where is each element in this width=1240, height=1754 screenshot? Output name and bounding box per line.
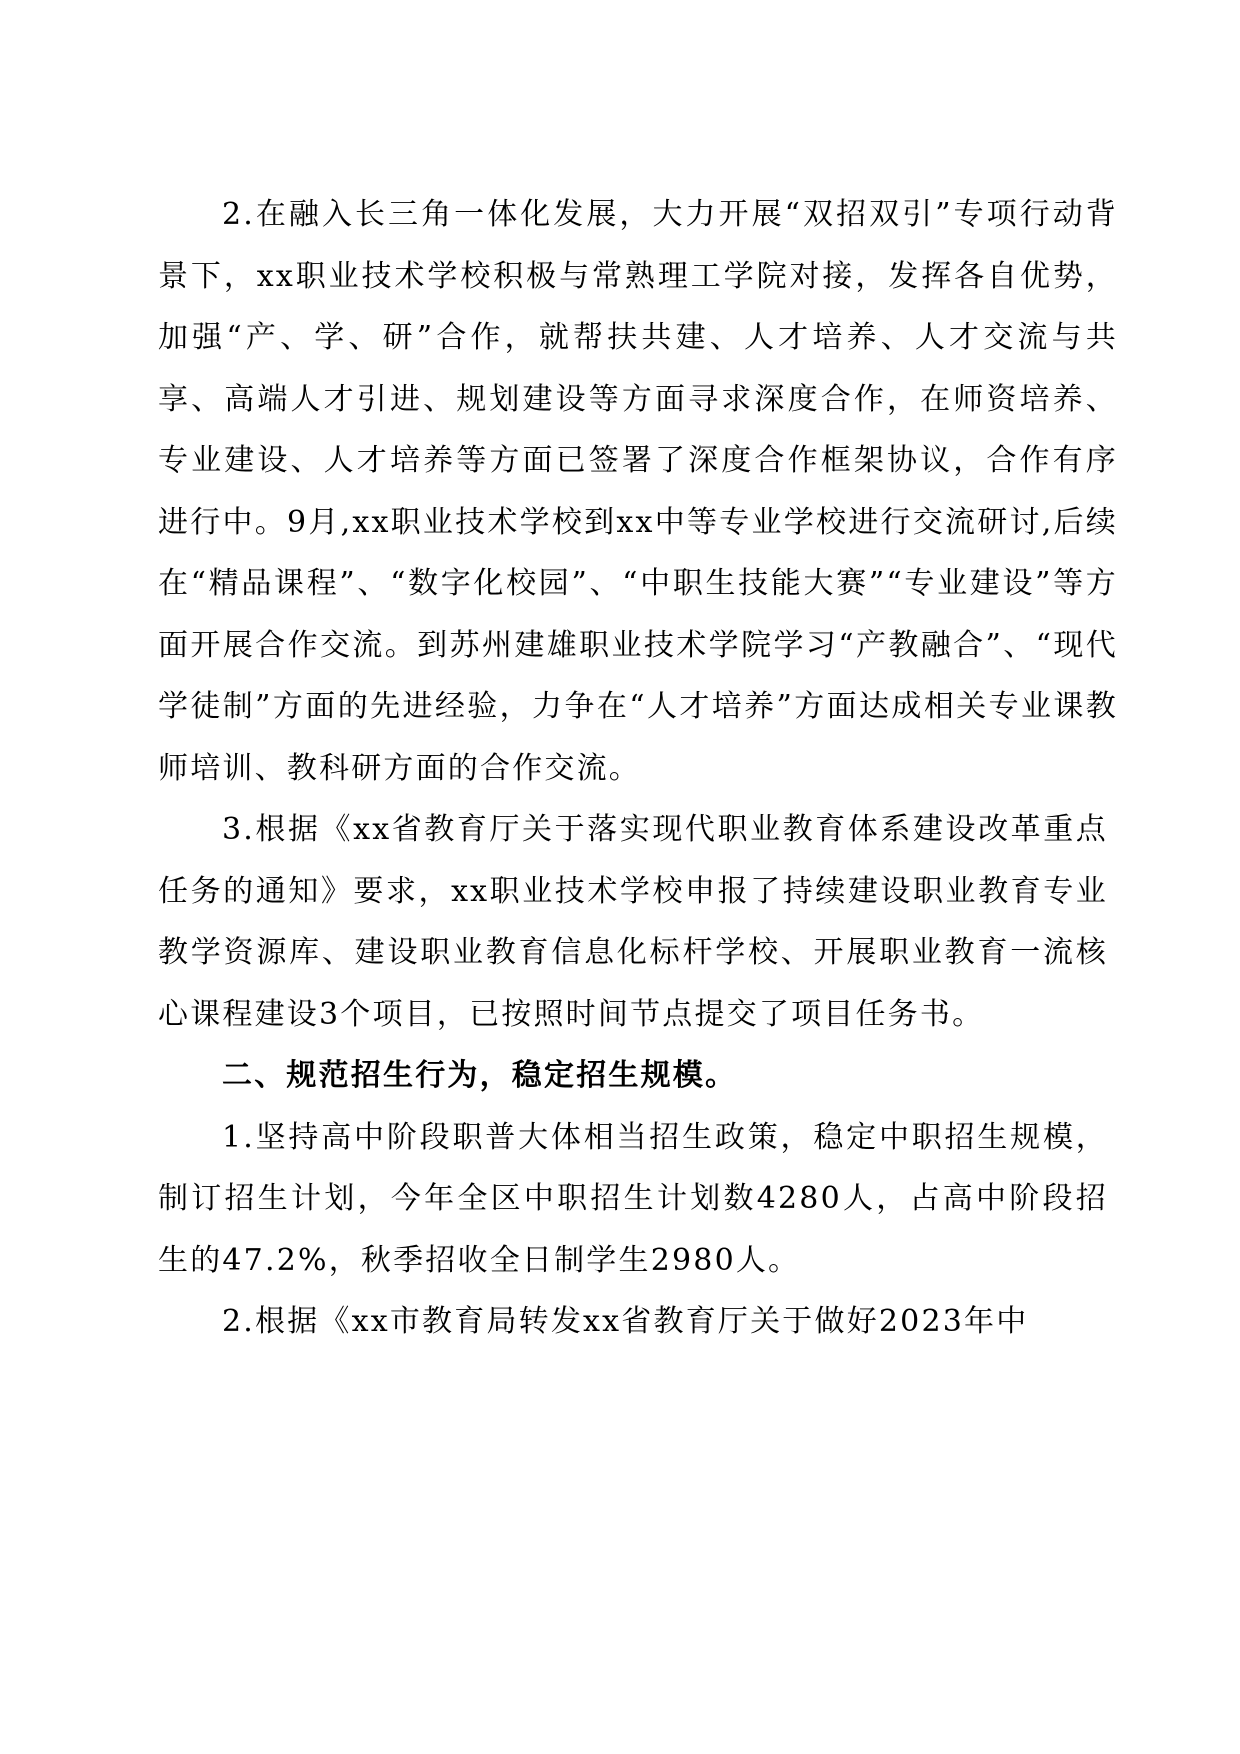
body-paragraph-enrollment-plan: 1.坚持高中阶段职普大体相当招生政策，稳定中职招生规模，制订招生计划，今年全区中职招生计划数4280人，占高中阶段招生的47.2%，秋季招收全日制学生2980人。 <box>158 1119 1108 1278</box>
document-page <box>158 184 1118 1353</box>
body-paragraph-projects: 3.根据《xx省教育厅关于落实现代职业教育体系建设改革重点任务的通知》要求，xx职业技术学校申报了持续建设职业教育专业教学资源库、建设职业教育信息化标杆学校、开展职业教育一流核心课程建设3个项目，已按照时间节点提交了项目任务书。 <box>158 812 1108 1032</box>
section-heading-enrollment: 二、规范招生行为，稳定招生规模。 <box>222 1058 738 1093</box>
body-paragraph-enrollment-notice: 2.根据《xx市教育局转发xx省教育厅关于做好2023年中 <box>222 1304 1029 1339</box>
body-paragraph-collaboration: 2.在融入长三角一体化发展，大力开展“双招双引”专项行动背景下，xx职业技术学校积极与常熟理工学院对接，发挥各自优势，加强“产、学、研”合作，就帮扶共建、人才培养、人才交流与共享、高端人才引进、规划建设等方面寻求深度合作，在师资培养、专业建设、人才培养等方面已签署了深度合作框架协议，合作有序进行中。9月,xx职业技术学校到xx中等专业学校进行交流研讨,后续在“精品课程”、“数字化校园”、“中职生技能大赛”“专业建设”等方面开展合作交流。到苏州建雄职业技术学院学习“产教融合”、“现代学徒制”方面的先进经验，力争在“人才培养”方面达成相关专业课教师培训、教科研方面的合作交流。 <box>158 197 1118 786</box>
